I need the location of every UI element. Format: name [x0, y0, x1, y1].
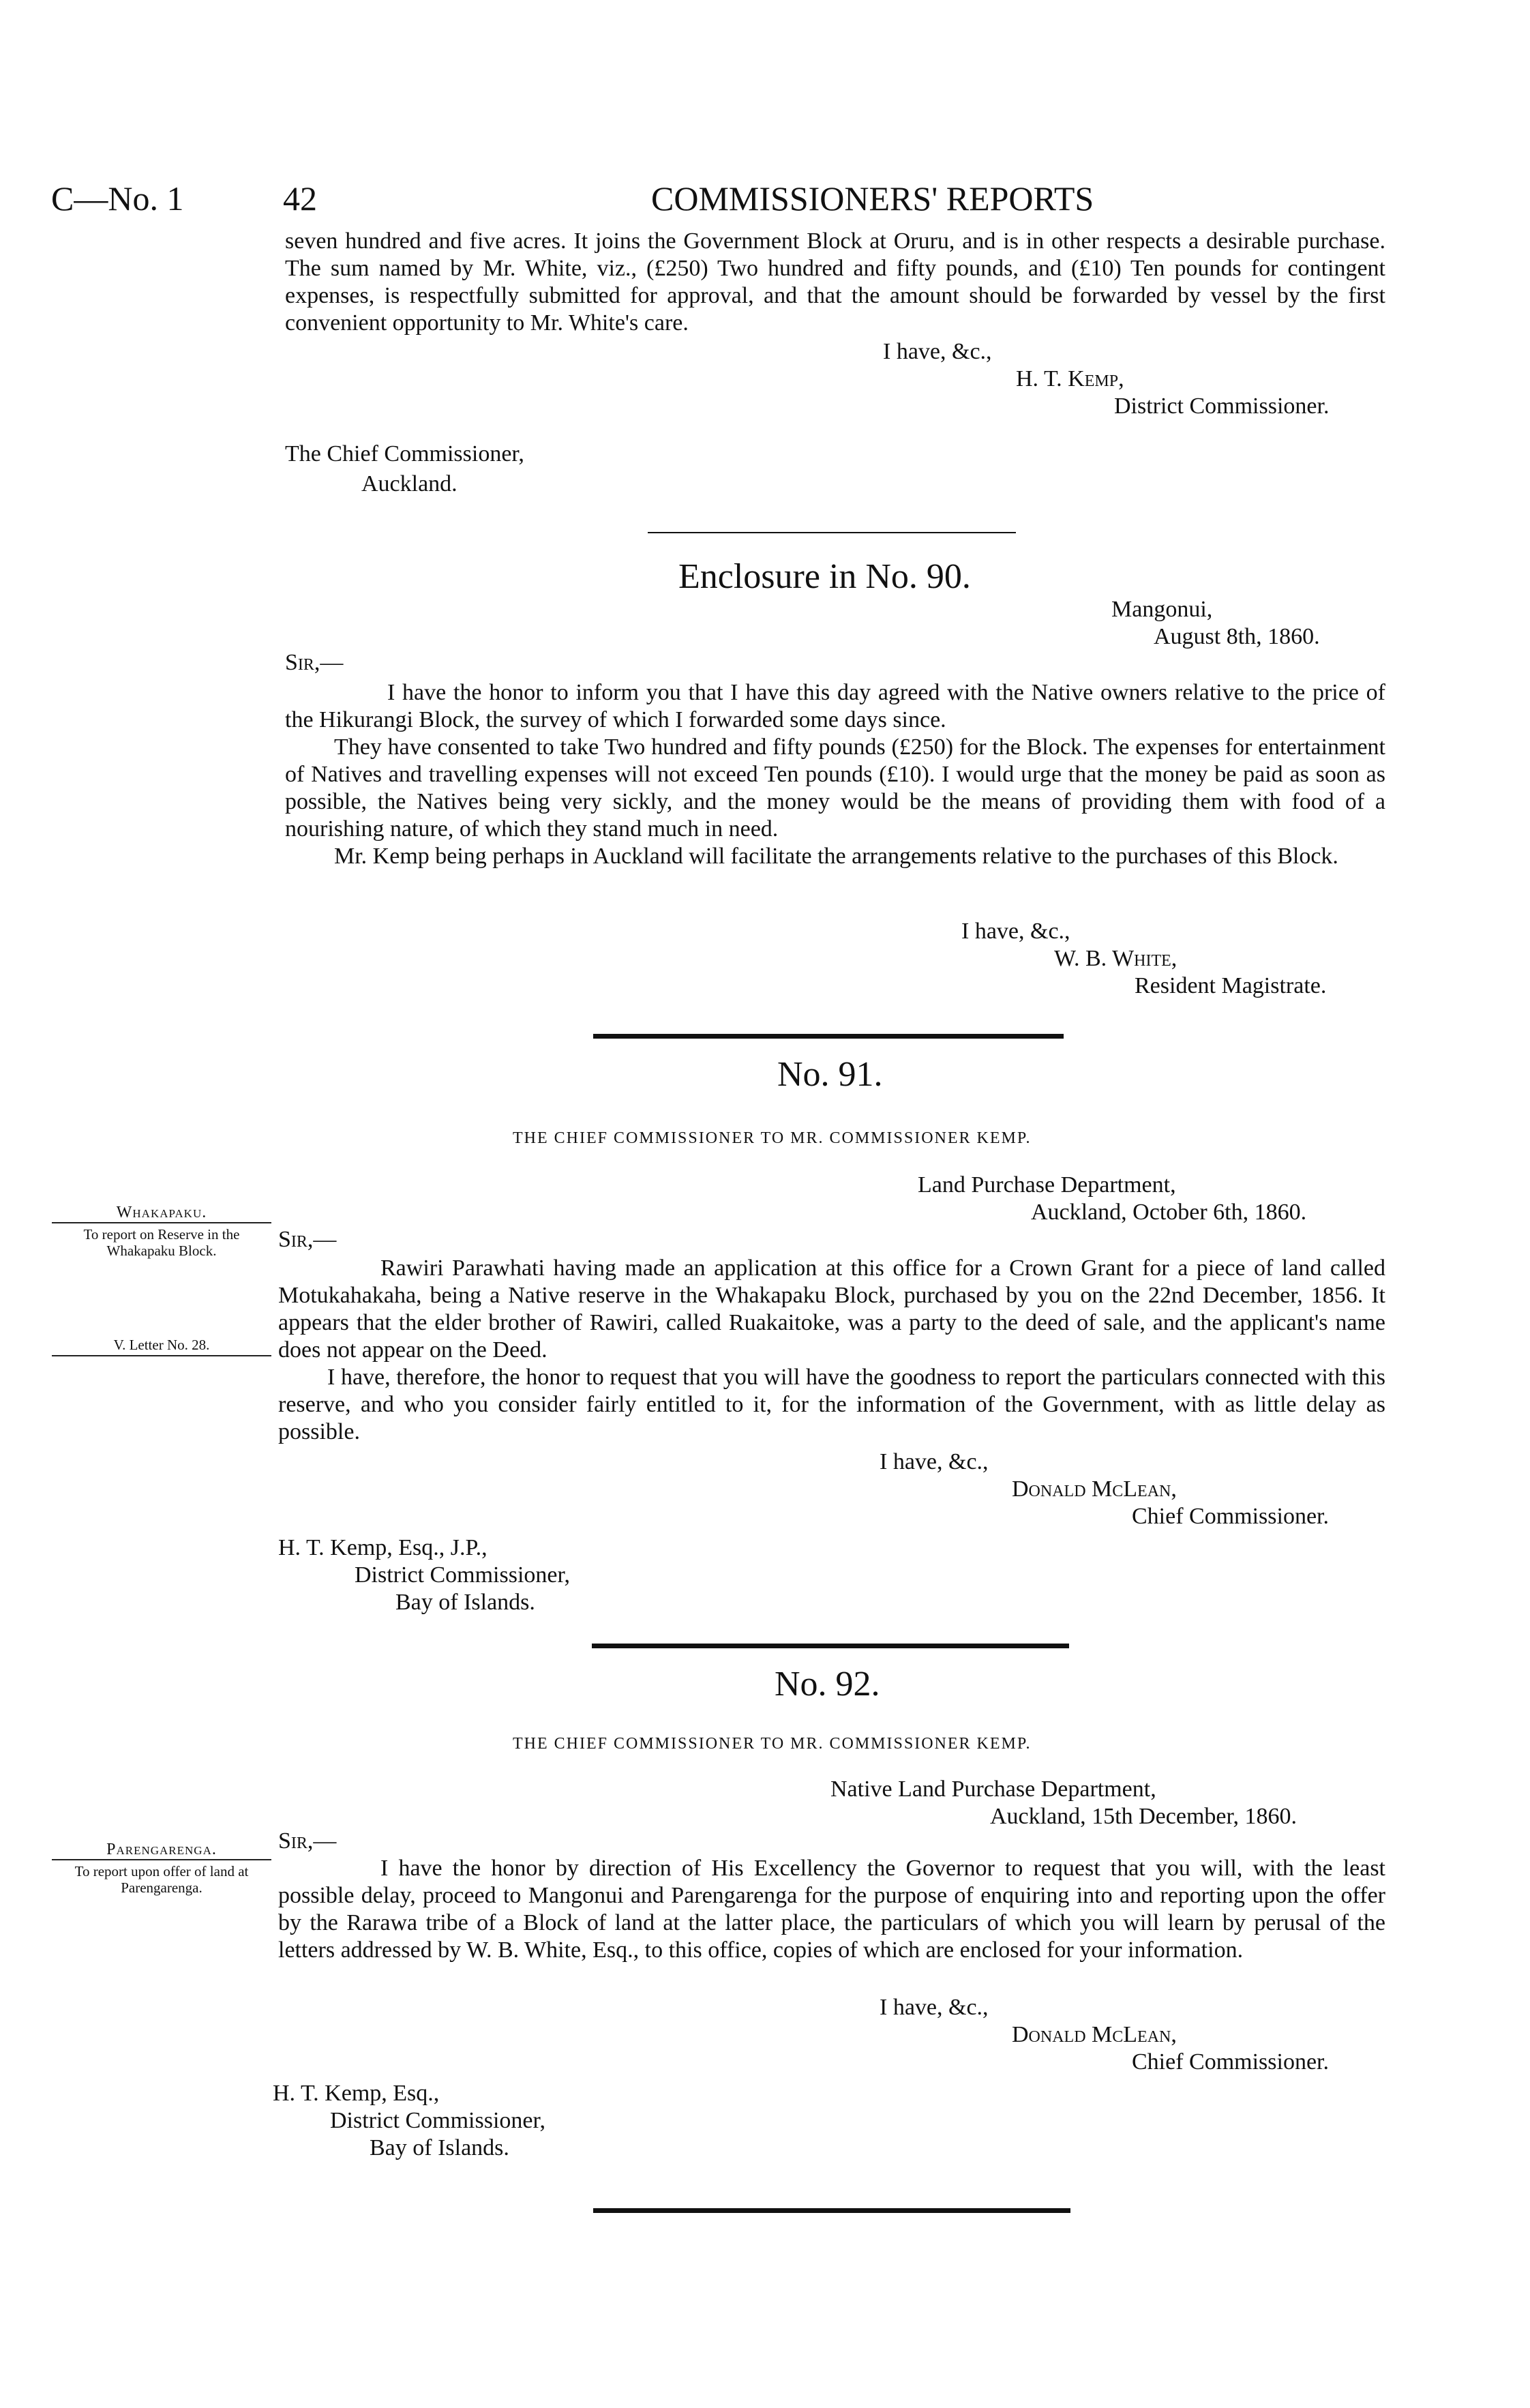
letter-91-department: Land Purchase Department, — [918, 1172, 1176, 1198]
enclosure-letter-body — [285, 679, 1385, 870]
closing: I have, &c., — [883, 339, 992, 364]
enclosure-paragraph: Mr. Kemp being perhaps in Auckland will facilitate the arrangements relative to the purchases of this Block. — [334, 844, 1338, 869]
addressee-place: Auckland. — [361, 471, 457, 496]
divider-thin — [648, 532, 1016, 533]
letter-91-closing: I have, &c., — [880, 1449, 989, 1474]
enclosure-date: August 8th, 1860. — [1154, 624, 1320, 649]
letter-92-addressee-line3: Bay of Islands. — [370, 2135, 509, 2160]
letter-92-salutation: Sir,— — [278, 1828, 337, 1854]
signer: H. T. Kemp, — [1016, 366, 1124, 391]
letter-91-addressee: H. T. Kemp, Esq., J.P., — [278, 1535, 487, 1560]
divider-thick — [592, 1644, 1069, 1648]
letter-92-signer: Donald McLean, — [1012, 2022, 1177, 2047]
letter-91-margin-ref — [52, 1337, 271, 1356]
letter-91-body — [278, 1255, 1385, 1446]
letter-92-heading: No. 92. — [775, 1665, 880, 1704]
letter-92-addressee-line2: District Commissioner, — [330, 2108, 545, 2133]
margin-description: To report on Reserve in the Whakapaku Block. — [83, 1226, 240, 1259]
letter-91-addressee-line2: District Commissioner, — [355, 1562, 570, 1588]
letter-91-paragraph: I have, therefore, the honor to request that you will have the goodness to report the particulars connected with this reserve, and who you consider fairly entitled to it, for the information of the Government, with as little delay as possible. — [278, 1365, 1385, 1444]
letter-91-heading: No. 91. — [777, 1055, 883, 1094]
letter-91-subheading: THE CHIEF COMMISSIONER TO MR. COMMISSIONER KEMP. — [513, 1129, 1032, 1147]
enclosure-paragraph: I have the honor to inform you that I have this day agreed with the Native owners relative to the price of the Hikurangi Block, the survey of which I forwarded some days since. — [285, 680, 1385, 732]
enclosure-signer-title: Resident Magistrate. — [1135, 973, 1327, 998]
letter-91-addressee-line3: Bay of Islands. — [395, 1590, 535, 1615]
enclosure-salutation: Sir,— — [285, 650, 344, 675]
page-header — [51, 179, 1415, 226]
letter-92-margin-note — [52, 1841, 271, 1896]
series-number: C—No. 1 — [51, 179, 184, 218]
enclosure-closing: I have, &c., — [961, 919, 1070, 944]
letter-92-addressee: H. T. Kemp, Esq., — [273, 2081, 440, 2106]
divider-thick — [593, 1034, 1064, 1039]
letter-91-margin-note — [52, 1204, 271, 1259]
divider-thick-final — [593, 2208, 1070, 2213]
enclosure-heading: Enclosure in No. 90. — [678, 557, 971, 596]
page-number: 42 — [283, 179, 317, 218]
signer-title: District Commissioner. — [1114, 393, 1330, 419]
addressee: The Chief Commissioner, — [285, 441, 524, 466]
letter-92-subheading: THE CHIEF COMMISSIONER TO MR. COMMISSIONER KEMP. — [513, 1735, 1032, 1753]
letter-91-salutation: Sir,— — [278, 1227, 337, 1252]
letter-91-date: Auckland, October 6th, 1860. — [1031, 1200, 1307, 1225]
enclosure-signer: W. B. White, — [1054, 946, 1178, 971]
letter-91-signer: Donald McLean, — [1012, 1476, 1177, 1502]
margin-title: Whakapaku. — [52, 1204, 271, 1223]
letter-92-paragraph: I have the honor by direction of His Excellency the Governor to request that you will, with the least possible delay, proceed to Mangonui and Parengarenga for the purpose of enquiring into and reporting upon the offer by the Rarawa tribe of a Block of land at the latter place, the particulars of which you will learn by perusal of the letters addressed by W. B. White, Esq., to this office, copies of which are enclosed for your information. — [278, 1856, 1385, 1963]
enclosure-place: Mangonui, — [1111, 597, 1213, 622]
letter-92-date: Auckland, 15th December, 1860. — [990, 1804, 1297, 1829]
enclosure-paragraph: They have consented to take Two hundred and fifty pounds (£250) for the Block. The expenses for entertainment of Natives and travelling expenses will not exceed Ten pounds (£10). I would urge that the money be paid as soon as possible, the Natives being very sickly, and the money would be the means of providing them with food of a nourishing nature, of which they stand much in need. — [285, 734, 1385, 842]
margin-description: To report upon offer of land at Parengarenga. — [74, 1863, 249, 1896]
margin-reference: V. Letter No. 28. — [113, 1337, 210, 1353]
letter-92-department: Native Land Purchase Department, — [830, 1777, 1156, 1802]
running-title: COMMISSIONERS' REPORTS — [651, 179, 1094, 218]
letter-92-signer-title: Chief Commissioner. — [1132, 2049, 1329, 2075]
letter-92-closing: I have, &c., — [880, 1995, 989, 2020]
letter-91-paragraph: Rawiri Parawhati having made an application at this office for a Crown Grant for a piece of land called Motukahakaha, being a Native reserve in the Whakapaku Block, purchased by you on the 22nd December, 1856. It appears that the elder brother of Rawiri, called Ruakaitoke, was a party to the deed of sale, and the applicant's name does not appear on the Deed. — [278, 1255, 1385, 1363]
margin-title: Parengarenga. — [52, 1841, 271, 1860]
letter-91-signer-title: Chief Commissioner. — [1132, 1504, 1329, 1529]
continued-paragraph: seven hundred and five acres. It joins the Government Block at Oruru, and is in other respects a desirable purchase. The sum named by Mr. White, viz., (£250) Two hundred and fifty pounds, and (£10) Ten pounds for contingent expenses, is respectfully submitted for approval, and that the amount should be forwarded by vessel by the first convenient opportunity to Mr. White's care. — [285, 228, 1385, 336]
